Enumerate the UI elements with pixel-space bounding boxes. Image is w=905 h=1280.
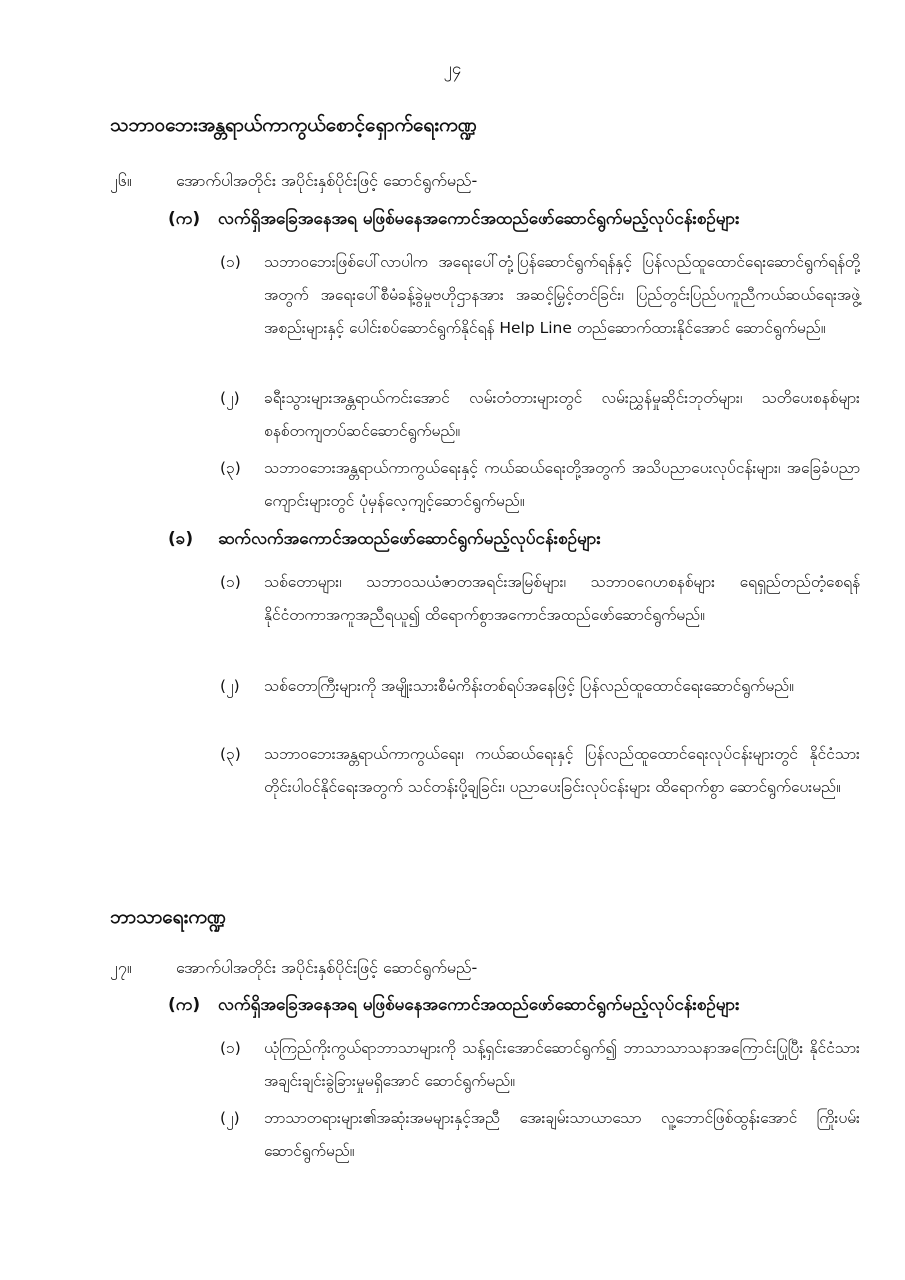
item-label: (၁) xyxy=(220,1039,241,1057)
list-item xyxy=(220,382,860,448)
subsection-heading xyxy=(168,528,601,553)
item-label: (၃) xyxy=(220,459,241,477)
paragraph xyxy=(110,957,477,981)
item-text: သစ်တောကြီးများကို အမျိုးသားစီမံကိန်းတစ်ရပ်အနေဖြင့် ပြန်လည်ထူထောင်ရေးဆောင်ရွက်မည်။ xyxy=(264,677,794,695)
subsection-title: လက်ရှိအခြေအနေအရ မဖြစ်မနေအကောင်အထည်ဖော်ဆောင်ရွက်မည့်လုပ်ငန်းစဉ်များ xyxy=(218,209,740,229)
item-text: ဘာသာတရားများ၏အဆုံးအမများနှင့်အညီ အေးချမ်းသာယာသော လူ့ဘောင်ဖြစ်ထွန်းအောင် ကြိုးပမ်းဆောင်ရွက်မည်။ xyxy=(264,1109,860,1160)
list-item xyxy=(220,670,860,703)
item-label: (၃) xyxy=(220,745,241,763)
subsection-label: (က) xyxy=(168,209,201,229)
section-heading: ဘာသာရေးကဏ္ဍ xyxy=(110,906,227,928)
list-item xyxy=(220,738,860,804)
item-text: ယုံကြည်ကိုးကွယ်ရာဘာသာများကို သန့်ရှင်းအောင်ဆောင်ရွက်၍ ဘာသာသာသနာအကြောင်းပြုပြီး နိုင်ငံသားအချင်းချင်းခွဲခြားမှုမရှိအောင် ဆောင်ရွက်မည်။ xyxy=(264,1039,860,1090)
item-label: (၁) xyxy=(220,573,241,591)
item-text: သဘာဝဘေးဖြစ်ပေါ်လာပါက အရေးပေါ်တုံ့ပြန်ဆောင်ရွက်ရန်နှင့် ပြန်လည်ထူထောင်ရေးဆောင်ရွက်ရန်တို့အတွက် အရေးပေါ်စီမံခန့်ခွဲမှုဗဟိုဌာနအား အဆင့်မြှင့်တင်ခြင်း၊ ပြည်တွင်းပြည်ပကူညီကယ်ဆယ်ရေးအဖွဲ့အစည်းများနှင့် ပေါင်းစပ်ဆောင်ရွက်နိုင်ရန် Help Line တည်ဆောက်ထားနိုင်အောင် ဆောင်ရွက်မည်။ xyxy=(264,253,860,337)
subsection-title: လက်ရှိအခြေအနေအရ မဖြစ်မနေအကောင်အထည်ဖော်ဆောင်ရွက်မည့်လုပ်ငန်းစဉ်များ xyxy=(218,995,740,1015)
paragraph-text: အောက်ပါအတိုင်း အပိုင်းနှစ်ပိုင်းဖြင့် ဆောင်ရွက်မည်- xyxy=(176,958,478,977)
subsection-label: (ခ) xyxy=(168,529,194,549)
item-label: (၁) xyxy=(220,253,241,271)
item-text: ခရီးသွားများအန္တရာယ်ကင်းအောင် လမ်းတံတားများတွင် လမ်းညွှန်မှုဆိုင်းဘုတ်များ၊ သတိပေးစနစ်များ စနစ်တကျတပ်ဆင်ဆောင်ရွက်မည်။ xyxy=(264,389,860,440)
item-text: သစ်တောများ၊ သဘာဝသယံဇာတအရင်းအမြစ်များ၊ သဘာဝဂေဟစနစ်များ ရေရှည်တည်တံ့စေရန် နိုင်ငံတကာအကူအညီရယူ၍ ထိရောက်စွာအကောင်အထည်ဖော်ဆောင်ရွက်မည်။ xyxy=(264,573,860,624)
item-text: သဘာဝဘေးအန္တရာယ်ကာကွယ်ရေး၊ ကယ်ဆယ်ရေးနှင့် ပြန်လည်ထူထောင်ရေးလုပ်ငန်းများတွင် နိုင်ငံသားတိုင်းပါဝင်နိုင်ရေးအတွက် သင်တန်းပို့ချခြင်း၊ ပညာပေးခြင်းလုပ်ငန်းများ ထိရောက်စွာ ဆောင်ရွက်ပေးမည်။ xyxy=(264,745,860,796)
paragraph-number: ၂၇။ xyxy=(110,958,132,977)
section-heading: သဘာဝဘေးအန္တရာယ်ကာကွယ်စောင့်ရှောက်ရေးကဏ္ဍ xyxy=(110,114,477,136)
item-label: (၂) xyxy=(220,389,240,407)
list-item xyxy=(220,566,860,632)
paragraph-text: အောက်ပါအတိုင်း အပိုင်းနှစ်ပိုင်းဖြင့် ဆောင်ရွက်မည်- xyxy=(176,171,478,190)
list-item xyxy=(220,1102,860,1168)
item-text: သဘာဝဘေးအန္တရာယ်ကာကွယ်ရေးနှင့် ကယ်ဆယ်ရေးတို့အတွက် အသိပညာပေးလုပ်ငန်းများ၊ အခြေခံပညာကျောင်းများတွင် ပုံမှန်လေ့ကျင့်ဆောင်ရွက်မည်။ xyxy=(264,459,860,510)
page-number: ၂၄ xyxy=(443,59,462,79)
paragraph xyxy=(110,170,477,194)
subsection-title: ဆက်လက်အကောင်အထည်ဖော်ဆောင်ရွက်မည့်လုပ်ငန်းစဉ်များ xyxy=(218,529,601,549)
item-label: (၂) xyxy=(220,677,240,695)
item-label: (၂) xyxy=(220,1109,240,1127)
subsection-heading xyxy=(168,994,740,1019)
subsection-heading xyxy=(168,208,740,233)
list-item xyxy=(220,246,860,345)
list-item xyxy=(220,1032,860,1098)
paragraph-number: ၂၆။ xyxy=(110,171,132,190)
list-item xyxy=(220,452,860,518)
subsection-label: (က) xyxy=(168,995,201,1015)
